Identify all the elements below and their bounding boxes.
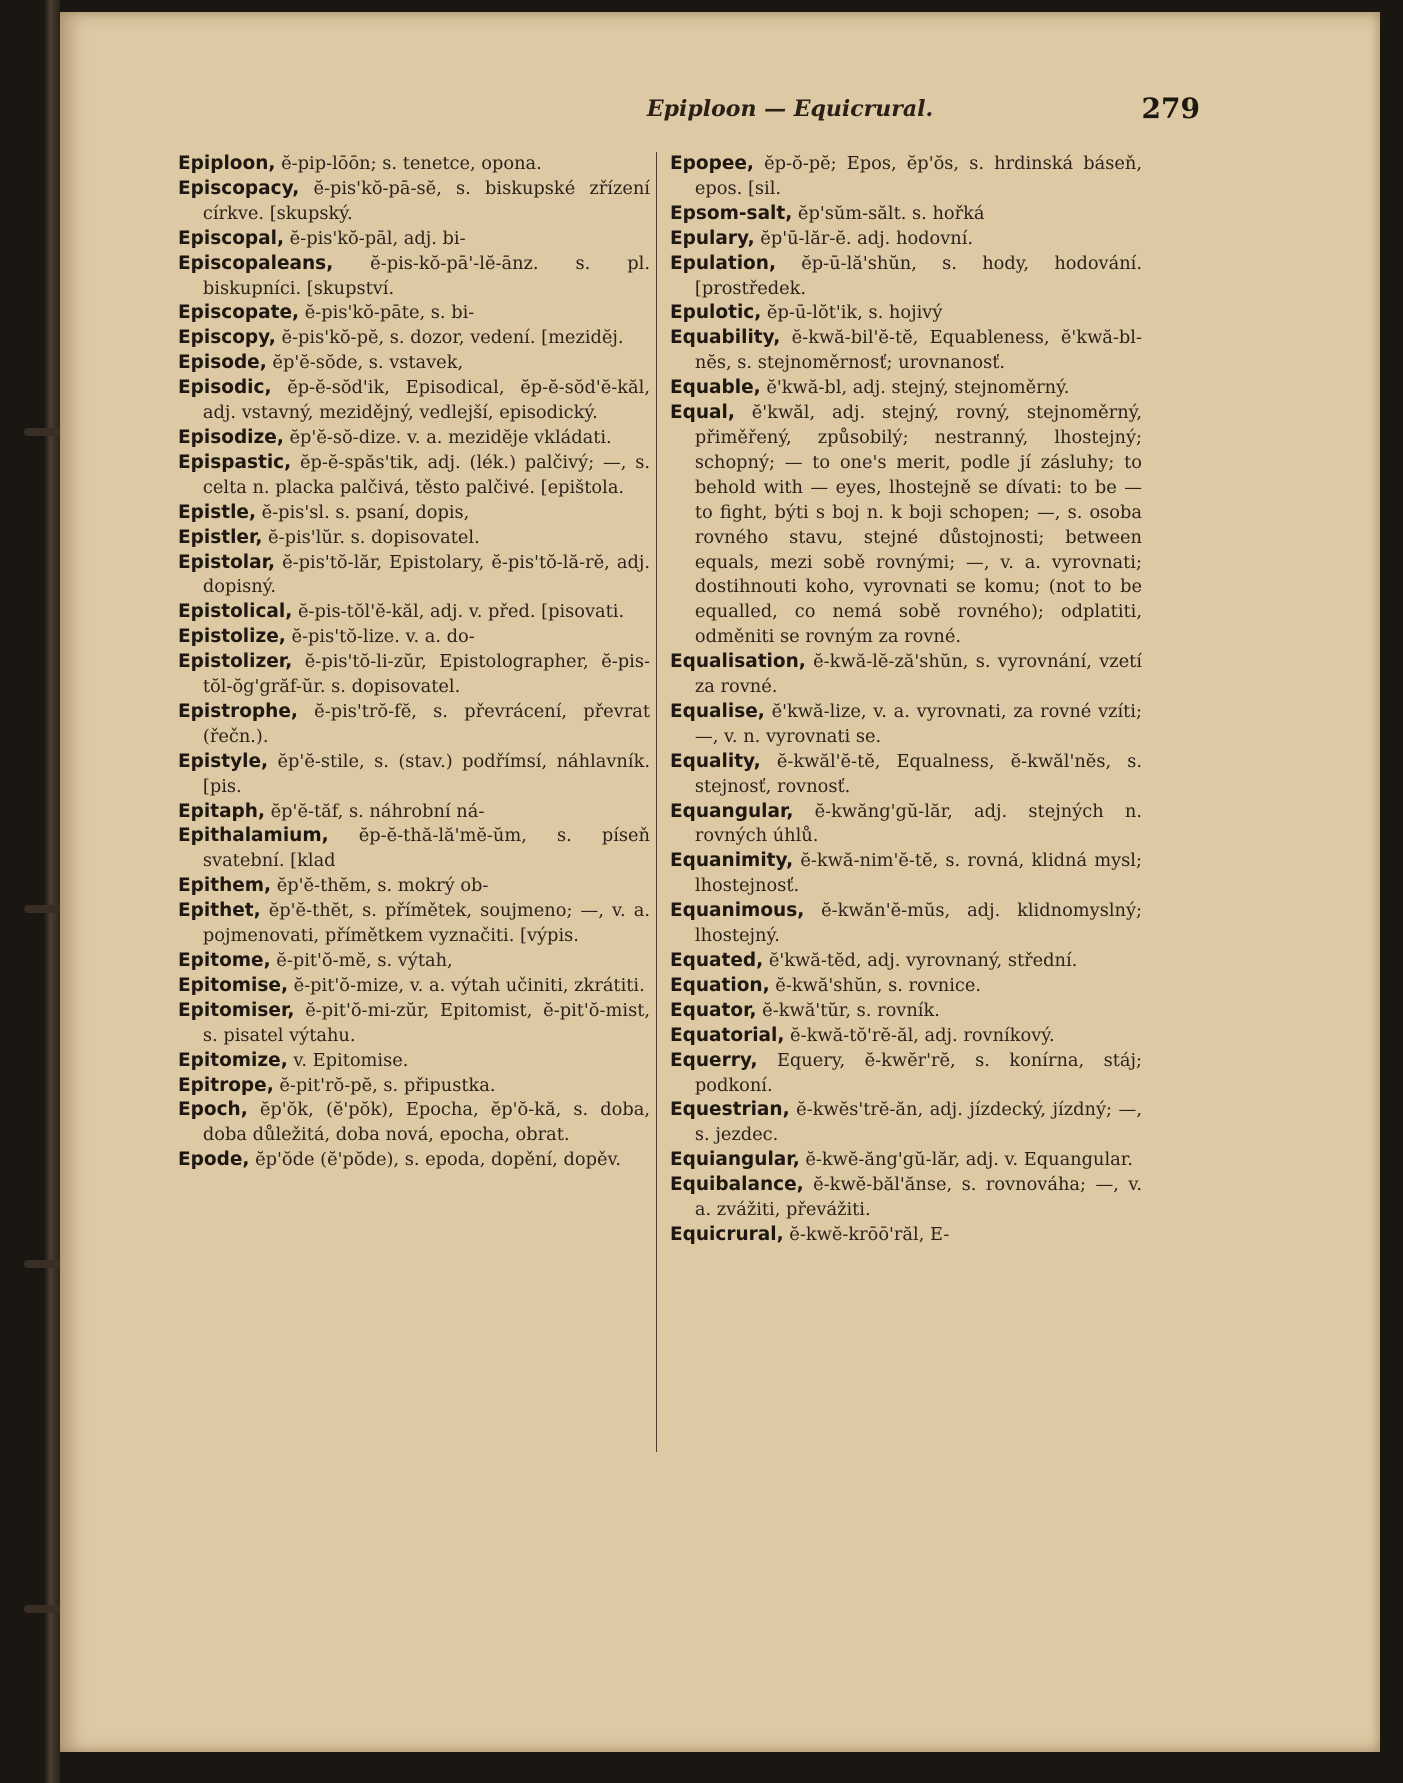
dictionary-entry <box>670 800 1142 850</box>
dictionary-entry <box>670 202 1142 227</box>
entry-headword: Epulation, <box>670 252 776 274</box>
dictionary-entry <box>670 750 1142 800</box>
entry-definition: ĕ-pis'kŏ-pāte, s. bi- <box>299 302 475 324</box>
entry-headword: Epistolical, <box>178 601 293 623</box>
entry-headword: Equanimity, <box>670 850 794 872</box>
entry-definition: ĕp'ŏde (ĕ'pŏde), s. epoda, dopění, dopěv. <box>249 1149 622 1171</box>
entry-definition: ĕ-pis'tŏ-lize. v. a. do- <box>285 626 475 648</box>
entry-headword: Equanimous, <box>670 900 805 922</box>
dictionary-entry <box>178 1098 650 1148</box>
entry-headword: Epistolar, <box>178 551 276 573</box>
dictionary-entry <box>178 600 650 625</box>
entry-headword: Epitomiser, <box>178 999 295 1021</box>
entry-headword: Epistyle, <box>178 750 269 772</box>
dictionary-entry <box>670 1098 1142 1148</box>
entry-headword: Equicrural, <box>670 1223 784 1245</box>
entry-definition: ĕ-pis'tŏ-li-zŭr, Epistolographer, ĕ-pis-tŏl-ŏg'grăf-ŭr. s. dopisovatel. <box>202 651 650 698</box>
entry-definition: ĕ-pis-kŏ-pā'-lĕ-ānz. s. pl. biskupníci. [skupství. <box>202 252 650 299</box>
dictionary-entry <box>178 874 650 899</box>
dictionary-entry <box>178 227 650 252</box>
entry-definition: ĕ-pit'ŏ-mĕ, s. výtah, <box>270 950 453 971</box>
entry-headword: Epistolizer, <box>178 651 293 673</box>
dictionary-entry <box>178 1049 650 1074</box>
entry-headword: Epitomize, <box>178 1049 288 1071</box>
dictionary-entry <box>670 326 1142 376</box>
page-tab <box>24 905 62 913</box>
dictionary-entry <box>178 750 650 800</box>
entry-headword: Equestrian, <box>670 1099 790 1121</box>
entry-definition: ĕ'kwă-bl, adj. stejný, stejnoměrný. <box>760 377 1070 399</box>
entry-headword: Equalise, <box>670 700 765 722</box>
dictionary-entry <box>670 227 1142 252</box>
entry-definition: v. Epitomise. <box>287 1049 409 1071</box>
dictionary-entry <box>670 152 1142 202</box>
entry-definition: ĕp'ĕ-tăf, s. náhrobní ná- <box>265 800 485 822</box>
dictionary-entry <box>178 177 650 227</box>
entry-headword: Epispastic, <box>178 451 292 473</box>
entry-definition: ĕ-pis'trŏ-fĕ, s. převrácení, převrat (řečn.). <box>202 700 650 747</box>
entry-definition: ĕp-ĕ-thă-lă'mĕ-ŭm, s. píseň svatební. [klad <box>202 825 650 872</box>
entry-headword: Episcopaleans, <box>178 252 334 274</box>
entry-headword: Epiploon, <box>178 153 276 174</box>
dictionary-entry <box>178 824 650 874</box>
entry-definition: Equery, ĕ-kwĕr'rĕ, s. konírna, stáj; podkoní. <box>694 1049 1142 1096</box>
dictionary-entry <box>670 1223 1142 1248</box>
entry-headword: Episcopacy, <box>178 177 300 199</box>
entry-headword: Episcopate, <box>178 302 300 324</box>
entry-headword: Equalisation, <box>670 651 806 673</box>
left-column <box>178 152 650 1173</box>
dictionary-entry <box>178 999 650 1049</box>
entry-definition: ĕ-pip-lōōn; s. tenetce, opona. <box>275 153 542 174</box>
entry-definition: ĕ-pit'ŏ-mize, v. a. výtah učiniti, zkrátiti. <box>287 974 645 996</box>
entry-headword: Epopee, <box>670 153 754 174</box>
dictionary-entry <box>178 526 650 551</box>
entry-headword: Epsom-salt, <box>670 202 793 224</box>
dictionary-entry <box>670 650 1142 700</box>
entry-headword: Epitome, <box>178 950 271 971</box>
entry-headword: Epithem, <box>178 875 272 897</box>
entry-headword: Episcopal, <box>178 227 285 249</box>
entry-definition: ĕ-kwĕ-băl'ănse, s. rovnováha; —, v. a. zvážiti, převážiti. <box>694 1174 1142 1221</box>
entry-definition: ĕ-pis'kŏ-pāl, adj. bi- <box>284 227 466 249</box>
entry-headword: Equable, <box>670 377 761 399</box>
running-head: Epiploon — Equicrural. <box>646 96 934 122</box>
entry-headword: Episodic, <box>178 377 272 399</box>
entry-definition: ĕp'ĕ-thĕm, s. mokrý ob- <box>271 875 489 897</box>
entry-headword: Epulotic, <box>670 302 762 324</box>
dictionary-entry <box>178 1074 650 1099</box>
dictionary-entry <box>178 650 650 700</box>
entry-definition: ĕ-kwĕ-krōō'răl, E- <box>783 1223 950 1245</box>
dictionary-entry <box>670 899 1142 949</box>
entry-definition: ĕ-kwă'shŭn, s. rovnice. <box>769 974 982 996</box>
entry-definition: ĕ'kwă-lize, v. a. vyrovnati, za rovné vzíti; —, v. n. vyrovnati se. <box>694 700 1142 747</box>
entry-definition: ĕp-ū-lŏt'ik, s. hojivý <box>761 302 943 324</box>
entry-headword: Episode, <box>178 352 267 374</box>
entry-headword: Equangular, <box>670 800 794 822</box>
entry-definition: ĕ-pis'sl. s. psaní, dopis, <box>256 501 470 523</box>
entry-definition: ĕ-kwă'tŭr, s. rovník. <box>756 999 940 1021</box>
entry-definition: ĕp-ŏ-pĕ; Epos, ĕp'ŏs, s. hrdinská báseň, epos. [sil. <box>694 153 1142 199</box>
entry-definition: ĕp'ĕ-sŏde, s. vstavek, <box>266 352 464 374</box>
dictionary-entry <box>670 301 1142 326</box>
dictionary-entry <box>670 376 1142 401</box>
entry-headword: Epitaph, <box>178 800 265 822</box>
entry-definition: ĕ-kwăl'ĕ-tĕ, Equalness, ĕ-kwăl'nĕs, s. stejnosť, rovnosť. <box>694 750 1142 797</box>
dictionary-entry <box>178 800 650 825</box>
entry-definition: ĕ-pis'kŏ-pā-sĕ, s. biskupské zřízení církve. [skupský. <box>202 177 650 224</box>
dictionary-entry <box>178 899 650 949</box>
entry-headword: Equability, <box>670 327 781 349</box>
dictionary-entry <box>670 1148 1142 1173</box>
entry-definition: ĕp'ĕ-sŏ-dize. v. a. mezidĕje vkládati. <box>283 426 612 448</box>
dictionary-entry <box>178 1148 650 1173</box>
entry-definition: ĕp'ŏk, (ĕ'pŏk), Epocha, ĕp'ŏ-kă, s. doba, doba důležitá, doba nová, epocha, obrat. <box>202 1099 650 1146</box>
dictionary-entry <box>178 351 650 376</box>
entry-definition: ĕp'sŭm-sălt. s. hořká <box>792 202 985 224</box>
entry-headword: Episodize, <box>178 426 284 448</box>
entry-definition: ĕ'kwă-tĕd, adj. vyrovnaný, střední. <box>763 950 1078 971</box>
entry-definition: ĕ-kwă-nim'ĕ-tĕ, s. rovná, klidná mysl; lhostejnosť. <box>694 850 1142 897</box>
dictionary-entry <box>670 401 1142 650</box>
entry-headword: Epoch, <box>178 1099 248 1121</box>
entry-definition: ĕ-pit'ŏ-mi-zŭr, Epitomist, ĕ-pit'ŏ-mist, s. pisatel výtahu. <box>202 999 650 1046</box>
page-tab <box>24 428 62 436</box>
dictionary-entry <box>670 1049 1142 1099</box>
entry-headword: Equated, <box>670 950 764 971</box>
entry-headword: Epulary, <box>670 227 755 249</box>
dictionary-page <box>60 12 1380 1752</box>
entry-definition: ĕp'ĕ-thĕt, s. přímětek, soujmeno; —, v. a. pojmenovati, přímětkem vyznačiti. [výpis. <box>202 900 650 947</box>
dictionary-entry <box>178 376 650 426</box>
entry-definition: ĕ-pis-tŏl'ĕ-kăl, adj. v. před. [pisovati. <box>292 601 625 623</box>
dictionary-entry <box>670 700 1142 750</box>
dictionary-entry <box>178 426 650 451</box>
dictionary-entry <box>178 326 650 351</box>
entry-definition: ĕp-ĕ-spăs'tik, adj. (lék.) palčivý; —, s. celta n. placka palčivá, těsto palčivé. [epištola. <box>202 451 650 498</box>
entry-definition: ĕp'ĕ-stile, s. (stav.) podřímsí, náhlavník. [pis. <box>202 750 650 797</box>
entry-headword: Equator, <box>670 999 757 1021</box>
entry-headword: Epithet, <box>178 900 261 922</box>
entry-headword: Equality, <box>670 750 761 772</box>
page-header <box>560 92 1200 130</box>
entry-definition: ĕ-kwĕ-ăng'gŭ-lăr, adj. v. Equangular. <box>799 1149 1133 1171</box>
entry-definition: ĕ-pis'tŏ-lăr, Epistolary, ĕ-pis'tŏ-lă-rĕ, adj. dopisný. <box>202 551 650 598</box>
entry-headword: Episcopy, <box>178 327 276 349</box>
dictionary-entry <box>670 252 1142 302</box>
dictionary-entry <box>178 949 650 974</box>
entry-headword: Equibalance, <box>670 1174 804 1196</box>
entry-definition: ĕ-pis'kŏ-pĕ, s. dozor, vedení. [mezidĕj. <box>275 327 624 349</box>
entry-headword: Equerry, <box>670 1049 758 1071</box>
entry-headword: Epitrope, <box>178 1074 274 1096</box>
entry-headword: Equatorial, <box>670 1024 785 1046</box>
right-column <box>670 152 1142 1248</box>
dictionary-entry <box>670 1173 1142 1223</box>
dictionary-entry <box>670 999 1142 1024</box>
dictionary-entry <box>178 451 650 501</box>
dictionary-entry <box>178 625 650 650</box>
dictionary-entry <box>178 301 650 326</box>
entry-headword: Epistle, <box>178 501 256 523</box>
dictionary-entry <box>178 700 650 750</box>
dictionary-entry <box>670 974 1142 999</box>
entry-headword: Epode, <box>178 1149 250 1171</box>
entry-headword: Equation, <box>670 974 770 996</box>
dictionary-entry <box>178 974 650 999</box>
entry-definition: ĕ-kwă-bil'ĕ-tĕ, Equableness, ĕ'kwă-bl-nĕs, s. stejnoměrnosť; urovnanosť. <box>694 327 1142 374</box>
page-number: 279 <box>1141 92 1200 125</box>
entry-headword: Epistler, <box>178 526 263 548</box>
entry-headword: Equal, <box>670 402 735 424</box>
page-tab <box>24 1260 62 1268</box>
entry-definition: ĕ-pis'lŭr. s. dopisovatel. <box>262 526 480 548</box>
dictionary-entry <box>178 152 650 177</box>
entry-definition: ĕ-kwăn'ĕ-mŭs, adj. klidnomyslný; lhostejný. <box>694 900 1142 947</box>
dictionary-entry <box>670 849 1142 899</box>
entry-definition: ĕ-kwă-lĕ-ză'shŭn, s. vyrovnání, vzetí za rovné. <box>694 651 1142 698</box>
column-divider <box>656 152 657 1452</box>
entry-definition: ĕ-kwĕs'trĕ-ăn, adj. jízdecký, jízdný; —, s. jezdec. <box>694 1099 1142 1146</box>
book-binding <box>44 0 60 1783</box>
entry-definition: ĕp-ĕ-sŏd'ik, Episodical, ĕp-ĕ-sŏd'ĕ-kăl, adj. vstavný, mezidějný, vedlejší, episodický. <box>202 377 650 424</box>
entry-definition: ĕ-kwăng'gŭ-lăr, adj. stejných n. rovných úhlů. <box>694 800 1142 847</box>
entry-headword: Epistolize, <box>178 626 286 648</box>
entry-headword: Equiangular, <box>670 1149 800 1171</box>
dictionary-entry <box>178 551 650 601</box>
entry-headword: Epistrophe, <box>178 700 298 722</box>
entry-definition: ĕp'ū-lăr-ĕ. adj. hodovní. <box>754 227 974 249</box>
entry-definition: ĕ'kwăl, adj. stejný, rovný, stejnoměrný, přiměřený, způsobilý; nestranný, lhostejný; schopný; — to one's merit, podle jí zásluhy; to behold with — eyes, lhostejně se dívati: to be — to fight, býti s boj n. k boji schopen; —, s. osoba rovného stavu, stejné důstojnosti; between equals, mezi sobě rovnými; —, v. a. vyrovnati; dostihnouti koho, vyrovnati se komu; (not to be equalled, co nemá sobě rovného); odplatiti, odměniti se rovným za rovné. <box>694 402 1142 648</box>
entry-headword: Epitomise, <box>178 974 288 996</box>
dictionary-entry <box>670 1024 1142 1049</box>
page-tab <box>24 1605 62 1613</box>
entry-definition: ĕ-pit'rŏ-pĕ, s. připustka. <box>273 1074 496 1096</box>
entry-definition: ĕp-ū-lă'shŭn, s. hody, hodování. [prostředek. <box>694 252 1142 299</box>
entry-definition: ĕ-kwă-tŏ'rĕ-ăl, adj. rovníkový. <box>784 1024 1055 1046</box>
dictionary-entry <box>178 252 650 302</box>
entry-headword: Epithalamium, <box>178 825 329 847</box>
dictionary-entry <box>670 949 1142 974</box>
dictionary-entry <box>178 501 650 526</box>
